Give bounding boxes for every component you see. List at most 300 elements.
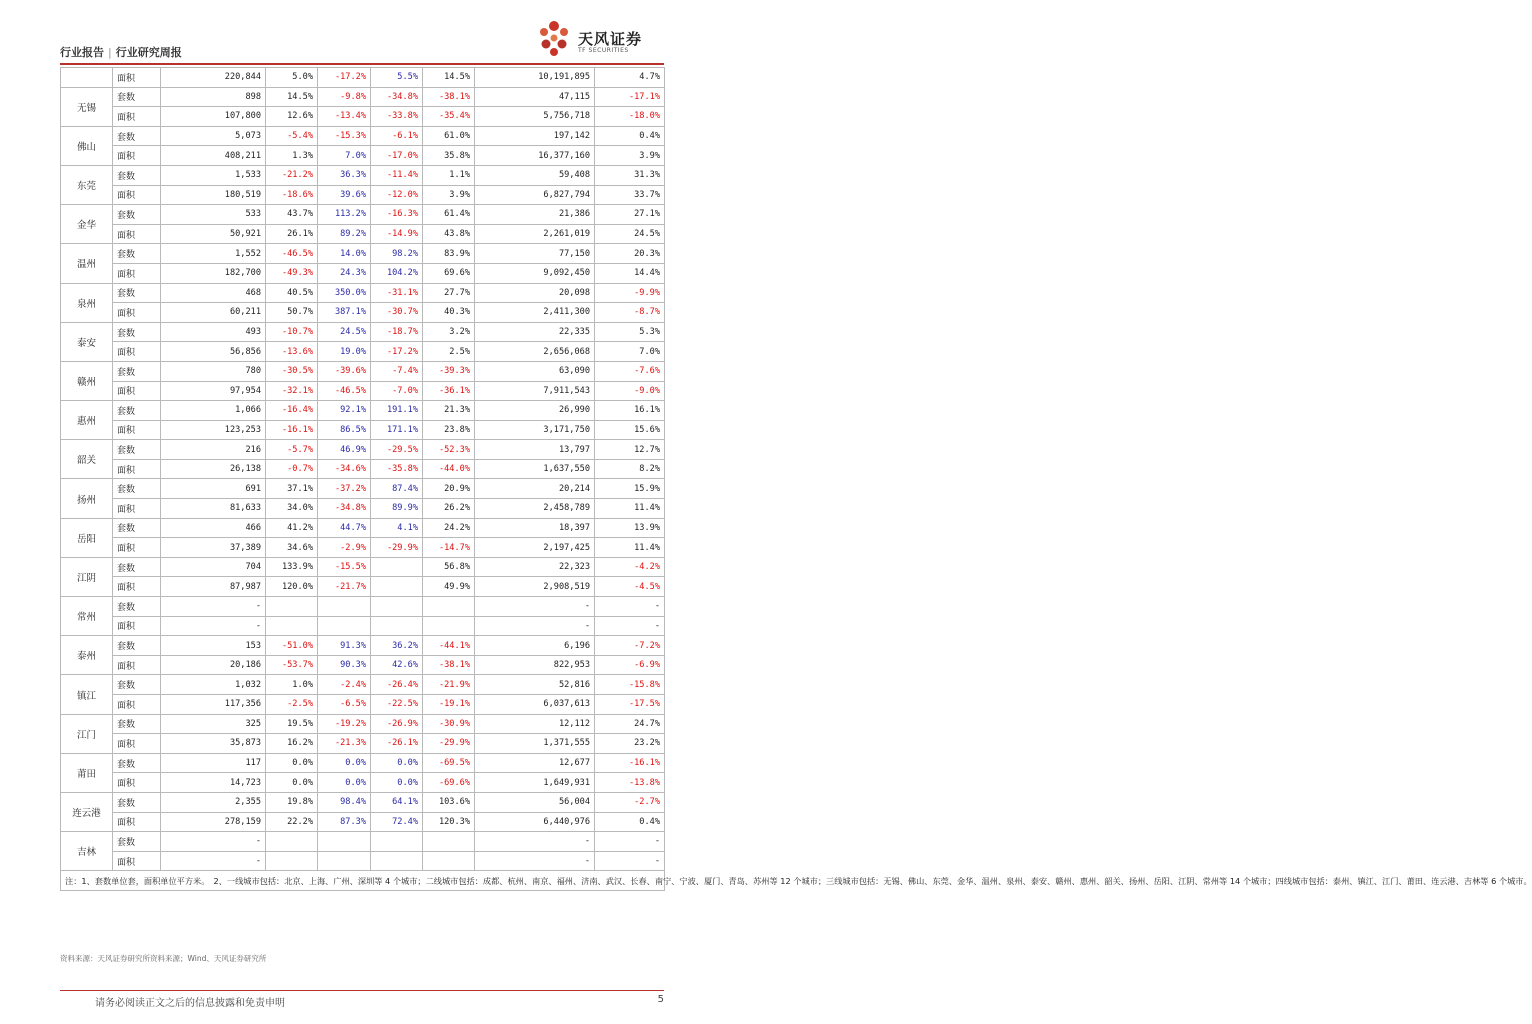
value-cell-c4: -17.0% — [371, 146, 423, 166]
value-cell-c5: -39.3% — [423, 361, 475, 381]
value-cell-c3: -19.2% — [318, 714, 371, 734]
city-cell: 镇江 — [61, 675, 113, 714]
metric-cell: 面积 — [113, 224, 161, 244]
value-cell-c2: 12.6% — [266, 107, 318, 127]
value-cell-c7: -9.0% — [595, 381, 665, 401]
metric-cell: 面积 — [113, 146, 161, 166]
value-cell-c5: 1.1% — [423, 165, 475, 185]
value-cell-c1: 117 — [161, 753, 266, 773]
value-cell-c7: -4.2% — [595, 557, 665, 577]
value-cell-c3: -21.3% — [318, 734, 371, 754]
table-row — [61, 401, 665, 421]
table-row — [61, 577, 665, 597]
value-cell-c4: 104.2% — [371, 263, 423, 283]
value-cell-c7: - — [595, 851, 665, 871]
value-cell-c1: 26,138 — [161, 459, 266, 479]
value-cell-c3: -34.6% — [318, 459, 371, 479]
value-cell-c4: -26.4% — [371, 675, 423, 695]
table-row — [61, 734, 665, 754]
value-cell-c6: 822,953 — [475, 655, 595, 675]
value-cell-c3: 0.0% — [318, 773, 371, 793]
table-row — [61, 361, 665, 381]
value-cell-c6: 7,911,543 — [475, 381, 595, 401]
value-cell-c2: 26.1% — [266, 224, 318, 244]
header-separator: | — [108, 46, 112, 59]
value-cell-c4 — [371, 851, 423, 871]
table-row — [61, 342, 665, 362]
metric-cell: 面积 — [113, 695, 161, 715]
metric-cell: 面积 — [113, 616, 161, 636]
table-row — [61, 303, 665, 323]
table-row — [61, 107, 665, 127]
value-cell-c6: 59,408 — [475, 165, 595, 185]
value-cell-c1: 1,066 — [161, 401, 266, 421]
value-cell-c3: 7.0% — [318, 146, 371, 166]
value-cell-c1: - — [161, 832, 266, 852]
value-cell-c6: 26,990 — [475, 401, 595, 421]
value-cell-c4: 72.4% — [371, 812, 423, 832]
value-cell-c6: 22,323 — [475, 557, 595, 577]
value-cell-c7: -17.5% — [595, 695, 665, 715]
value-cell-c7: 0.4% — [595, 812, 665, 832]
logo-text: 天风证券 — [578, 30, 643, 48]
value-cell-c2 — [266, 597, 318, 617]
value-cell-c7: -4.5% — [595, 577, 665, 597]
value-cell-c2 — [266, 832, 318, 852]
value-cell-c7: 0.4% — [595, 126, 665, 146]
value-cell-c2: -53.7% — [266, 655, 318, 675]
value-cell-c1: 14,723 — [161, 773, 266, 793]
value-cell-c1: - — [161, 616, 266, 636]
value-cell-c1: 60,211 — [161, 303, 266, 323]
value-cell-c2: 34.0% — [266, 499, 318, 519]
value-cell-c2: 0.0% — [266, 773, 318, 793]
value-cell-c2: 16.2% — [266, 734, 318, 754]
metric-cell: 套数 — [113, 361, 161, 381]
city-cell: 扬州 — [61, 479, 113, 518]
city-cell: 常州 — [61, 597, 113, 636]
value-cell-c6: 20,098 — [475, 283, 595, 303]
value-cell-c6: 9,092,450 — [475, 263, 595, 283]
value-cell-c6: 1,649,931 — [475, 773, 595, 793]
value-cell-c5: 20.9% — [423, 479, 475, 499]
metric-cell: 面积 — [113, 459, 161, 479]
value-cell-c5: -38.1% — [423, 655, 475, 675]
table-row — [61, 185, 665, 205]
value-cell-c2: -0.7% — [266, 459, 318, 479]
value-cell-c4: -6.1% — [371, 126, 423, 146]
value-cell-c1: 117,356 — [161, 695, 266, 715]
table-row — [61, 851, 665, 871]
value-cell-c5: 24.2% — [423, 518, 475, 538]
value-cell-c4: -30.7% — [371, 303, 423, 323]
table-row — [61, 479, 665, 499]
value-cell-c5 — [423, 832, 475, 852]
value-cell-c6: - — [475, 851, 595, 871]
report-category: 行业报告 — [60, 46, 104, 59]
metric-cell: 套数 — [113, 401, 161, 421]
table-row — [61, 753, 665, 773]
value-cell-c5: 23.8% — [423, 420, 475, 440]
value-cell-c7: 15.6% — [595, 420, 665, 440]
city-cell: 泉州 — [61, 283, 113, 322]
metric-cell: 套数 — [113, 244, 161, 264]
value-cell-c7: -9.9% — [595, 283, 665, 303]
metric-cell: 套数 — [113, 675, 161, 695]
city-cell: 无锡 — [61, 87, 113, 126]
table-row — [61, 87, 665, 107]
value-cell-c2: -30.5% — [266, 361, 318, 381]
city-cell: 温州 — [61, 244, 113, 283]
value-cell-c2: 40.5% — [266, 283, 318, 303]
metric-cell: 面积 — [113, 812, 161, 832]
value-cell-c4: 36.2% — [371, 636, 423, 656]
value-cell-c4: 89.9% — [371, 499, 423, 519]
value-cell-c7: 3.9% — [595, 146, 665, 166]
value-cell-c1: 182,700 — [161, 263, 266, 283]
table-row — [61, 224, 665, 244]
value-cell-c7: 24.7% — [595, 714, 665, 734]
table-row — [61, 68, 665, 88]
value-cell-c5: 35.8% — [423, 146, 475, 166]
value-cell-c7: -6.9% — [595, 655, 665, 675]
value-cell-c1: 408,211 — [161, 146, 266, 166]
page-number: 5 — [657, 994, 664, 1005]
value-cell-c2: -10.7% — [266, 322, 318, 342]
value-cell-c1: 1,032 — [161, 675, 266, 695]
logo-subtext: TF SECURITIES — [578, 47, 629, 54]
value-cell-c6: - — [475, 597, 595, 617]
value-cell-c7: 8.2% — [595, 459, 665, 479]
value-cell-c4: 4.1% — [371, 518, 423, 538]
value-cell-c1: 533 — [161, 205, 266, 225]
value-cell-c5: -44.1% — [423, 636, 475, 656]
value-cell-c1: 35,873 — [161, 734, 266, 754]
value-cell-c4: -26.9% — [371, 714, 423, 734]
value-cell-c1: 780 — [161, 361, 266, 381]
value-cell-c5: 43.8% — [423, 224, 475, 244]
table-row — [61, 263, 665, 283]
metric-cell: 套数 — [113, 518, 161, 538]
value-cell-c5: 27.7% — [423, 283, 475, 303]
value-cell-c3: -15.5% — [318, 557, 371, 577]
value-cell-c4: -29.5% — [371, 440, 423, 460]
value-cell-c2: -5.4% — [266, 126, 318, 146]
value-cell-c3: 91.3% — [318, 636, 371, 656]
value-cell-c3: -15.3% — [318, 126, 371, 146]
value-cell-c6: 21,386 — [475, 205, 595, 225]
value-cell-c7: -13.8% — [595, 773, 665, 793]
value-cell-c5: -21.9% — [423, 675, 475, 695]
value-cell-c3: -46.5% — [318, 381, 371, 401]
value-cell-c7: 11.4% — [595, 538, 665, 558]
value-cell-c6: 2,656,068 — [475, 342, 595, 362]
value-cell-c5: -38.1% — [423, 87, 475, 107]
table-row — [61, 773, 665, 793]
value-cell-c7: - — [595, 597, 665, 617]
table-body — [61, 68, 1532, 891]
value-cell-c6: 20,214 — [475, 479, 595, 499]
metric-cell: 套数 — [113, 87, 161, 107]
value-cell-c5: 103.6% — [423, 792, 475, 812]
value-cell-c5 — [423, 597, 475, 617]
value-cell-c2: 34.6% — [266, 538, 318, 558]
value-cell-c7: 23.2% — [595, 734, 665, 754]
value-cell-c1: 220,844 — [161, 68, 266, 88]
value-cell-c1: 216 — [161, 440, 266, 460]
value-cell-c6: 2,908,519 — [475, 577, 595, 597]
city-cell — [61, 68, 113, 88]
table-row — [61, 538, 665, 558]
table-row — [61, 518, 665, 538]
table-row — [61, 812, 665, 832]
value-cell-c7: 14.4% — [595, 263, 665, 283]
value-cell-c1: 898 — [161, 87, 266, 107]
value-cell-c3: 90.3% — [318, 655, 371, 675]
value-cell-c3: 92.1% — [318, 401, 371, 421]
city-cell: 韶关 — [61, 440, 113, 479]
value-cell-c5: -35.4% — [423, 107, 475, 127]
table-row — [61, 283, 665, 303]
value-cell-c3 — [318, 851, 371, 871]
table-row — [61, 714, 665, 734]
value-cell-c3: -6.5% — [318, 695, 371, 715]
value-cell-c1: 1,552 — [161, 244, 266, 264]
metric-cell: 套数 — [113, 832, 161, 852]
value-cell-c5: 61.4% — [423, 205, 475, 225]
value-cell-c6: 18,397 — [475, 518, 595, 538]
value-cell-c5: -30.9% — [423, 714, 475, 734]
city-cell: 江阴 — [61, 557, 113, 596]
value-cell-c4: -16.3% — [371, 205, 423, 225]
value-cell-c1: - — [161, 597, 266, 617]
value-cell-c7: 20.3% — [595, 244, 665, 264]
value-cell-c1: 691 — [161, 479, 266, 499]
value-cell-c1: 81,633 — [161, 499, 266, 519]
value-cell-c6: 197,142 — [475, 126, 595, 146]
value-cell-c6: 6,440,976 — [475, 812, 595, 832]
value-cell-c4: -7.4% — [371, 361, 423, 381]
value-cell-c2: 1.3% — [266, 146, 318, 166]
value-cell-c7: 11.4% — [595, 499, 665, 519]
value-cell-c3 — [318, 597, 371, 617]
value-cell-c3: -2.9% — [318, 538, 371, 558]
value-cell-c6: 6,037,613 — [475, 695, 595, 715]
value-cell-c4: 191.1% — [371, 401, 423, 421]
city-cell: 莆田 — [61, 753, 113, 792]
value-cell-c1: 56,856 — [161, 342, 266, 362]
value-cell-c4: -17.2% — [371, 342, 423, 362]
value-cell-c6: 22,335 — [475, 322, 595, 342]
note-row — [61, 871, 665, 891]
value-cell-c4: -33.8% — [371, 107, 423, 127]
footer-disclaimer: 请务必阅读正文之后的信息披露和免责申明 — [95, 998, 285, 1009]
value-cell-c6: 3,171,750 — [475, 420, 595, 440]
header-divider — [60, 63, 664, 65]
value-cell-c5: 14.5% — [423, 68, 475, 88]
value-cell-c3: 24.5% — [318, 322, 371, 342]
value-cell-c3: 350.0% — [318, 283, 371, 303]
table-row — [61, 792, 665, 812]
value-cell-c3: 19.0% — [318, 342, 371, 362]
city-cell: 赣州 — [61, 361, 113, 400]
value-cell-c2: 5.0% — [266, 68, 318, 88]
value-cell-c1: 50,921 — [161, 224, 266, 244]
value-cell-c2: 14.5% — [266, 87, 318, 107]
value-cell-c7: 5.3% — [595, 322, 665, 342]
value-cell-c1: 97,954 — [161, 381, 266, 401]
value-cell-c6: 56,004 — [475, 792, 595, 812]
value-cell-c4 — [371, 577, 423, 597]
footer-divider — [60, 990, 664, 991]
value-cell-c5: 120.3% — [423, 812, 475, 832]
value-cell-c6: 10,191,895 — [475, 68, 595, 88]
value-cell-c2: 37.1% — [266, 479, 318, 499]
value-cell-c2: -16.1% — [266, 420, 318, 440]
value-cell-c3: -21.7% — [318, 577, 371, 597]
value-cell-c6: 6,827,794 — [475, 185, 595, 205]
report-type — [60, 44, 182, 60]
metric-cell: 套数 — [113, 597, 161, 617]
value-cell-c4: 0.0% — [371, 773, 423, 793]
value-cell-c3: -39.6% — [318, 361, 371, 381]
value-cell-c5 — [423, 616, 475, 636]
city-cell: 岳阳 — [61, 518, 113, 557]
metric-cell: 套数 — [113, 714, 161, 734]
value-cell-c5: 69.6% — [423, 263, 475, 283]
value-cell-c7: -7.2% — [595, 636, 665, 656]
value-cell-c1: 153 — [161, 636, 266, 656]
table-row — [61, 695, 665, 715]
metric-cell: 面积 — [113, 185, 161, 205]
value-cell-c6: 47,115 — [475, 87, 595, 107]
value-cell-c2: -32.1% — [266, 381, 318, 401]
metric-cell: 套数 — [113, 205, 161, 225]
value-cell-c1: 704 — [161, 557, 266, 577]
metric-cell: 套数 — [113, 479, 161, 499]
value-cell-c5: -52.3% — [423, 440, 475, 460]
value-cell-c2: 22.2% — [266, 812, 318, 832]
value-cell-c4: 0.0% — [371, 753, 423, 773]
value-cell-c2: 1.0% — [266, 675, 318, 695]
metric-cell: 套数 — [113, 165, 161, 185]
value-cell-c3: -17.2% — [318, 68, 371, 88]
city-cell: 江门 — [61, 714, 113, 753]
value-cell-c2 — [266, 616, 318, 636]
table-row — [61, 205, 665, 225]
value-cell-c5: 26.2% — [423, 499, 475, 519]
value-cell-c4: -35.8% — [371, 459, 423, 479]
value-cell-c4: -26.1% — [371, 734, 423, 754]
value-cell-c5: 61.0% — [423, 126, 475, 146]
table-row — [61, 597, 665, 617]
value-cell-c6: 2,411,300 — [475, 303, 595, 323]
city-cell: 东莞 — [61, 165, 113, 204]
table-row — [61, 655, 665, 675]
value-cell-c1: 107,800 — [161, 107, 266, 127]
value-cell-c1: 2,355 — [161, 792, 266, 812]
value-cell-c3: -9.8% — [318, 87, 371, 107]
metric-cell: 面积 — [113, 381, 161, 401]
value-cell-c3: 46.9% — [318, 440, 371, 460]
value-cell-c6: 6,196 — [475, 636, 595, 656]
value-cell-c2 — [266, 851, 318, 871]
value-cell-c5: 56.8% — [423, 557, 475, 577]
value-cell-c5: -14.7% — [423, 538, 475, 558]
metric-cell: 套数 — [113, 557, 161, 577]
value-cell-c7: 4.7% — [595, 68, 665, 88]
city-cell: 吉林 — [61, 832, 113, 871]
table-row — [61, 675, 665, 695]
metric-cell: 面积 — [113, 734, 161, 754]
company-logo — [532, 18, 664, 60]
value-cell-c2: 50.7% — [266, 303, 318, 323]
metric-cell: 套数 — [113, 322, 161, 342]
value-cell-c3: 36.3% — [318, 165, 371, 185]
value-cell-c4: -34.8% — [371, 87, 423, 107]
value-cell-c1: 87,987 — [161, 577, 266, 597]
value-cell-c4: 171.1% — [371, 420, 423, 440]
value-cell-c4: -12.0% — [371, 185, 423, 205]
table-row — [61, 832, 665, 852]
value-cell-c7: 13.9% — [595, 518, 665, 538]
table-row — [61, 616, 665, 636]
metric-cell: 套数 — [113, 283, 161, 303]
value-cell-c7: 24.5% — [595, 224, 665, 244]
value-cell-c2: -2.5% — [266, 695, 318, 715]
table-row — [61, 440, 665, 460]
value-cell-c1: 20,186 — [161, 655, 266, 675]
value-cell-c2: 120.0% — [266, 577, 318, 597]
metric-cell: 面积 — [113, 107, 161, 127]
value-cell-c1: 5,073 — [161, 126, 266, 146]
metric-cell: 面积 — [113, 577, 161, 597]
value-cell-c1: 466 — [161, 518, 266, 538]
value-cell-c6: 1,371,555 — [475, 734, 595, 754]
value-cell-c1: 325 — [161, 714, 266, 734]
page-header — [60, 30, 664, 70]
value-cell-c1: 123,253 — [161, 420, 266, 440]
value-cell-c3: 44.7% — [318, 518, 371, 538]
value-cell-c4: -11.4% — [371, 165, 423, 185]
value-cell-c4 — [371, 832, 423, 852]
table-row — [61, 459, 665, 479]
value-cell-c4: -18.7% — [371, 322, 423, 342]
value-cell-c7: 7.0% — [595, 342, 665, 362]
value-cell-c6: 2,458,789 — [475, 499, 595, 519]
value-cell-c5 — [423, 851, 475, 871]
value-cell-c2: 41.2% — [266, 518, 318, 538]
data-source: 资料来源：天风证券研究所资料来源；Wind、天风证券研究所 — [60, 954, 267, 963]
value-cell-c2: -51.0% — [266, 636, 318, 656]
value-cell-c3: 0.0% — [318, 753, 371, 773]
value-cell-c3: 89.2% — [318, 224, 371, 244]
value-cell-c5: -29.9% — [423, 734, 475, 754]
value-cell-c3: 24.3% — [318, 263, 371, 283]
value-cell-c7: -7.6% — [595, 361, 665, 381]
table-row — [61, 126, 665, 146]
value-cell-c6: 1,637,550 — [475, 459, 595, 479]
value-cell-c3: -13.4% — [318, 107, 371, 127]
value-cell-c3: 387.1% — [318, 303, 371, 323]
metric-cell: 套数 — [113, 440, 161, 460]
value-cell-c4: 5.5% — [371, 68, 423, 88]
metric-cell: 面积 — [113, 303, 161, 323]
value-cell-c7: 12.7% — [595, 440, 665, 460]
value-cell-c6: 13,797 — [475, 440, 595, 460]
value-cell-c5: 3.9% — [423, 185, 475, 205]
metric-cell: 面积 — [113, 420, 161, 440]
